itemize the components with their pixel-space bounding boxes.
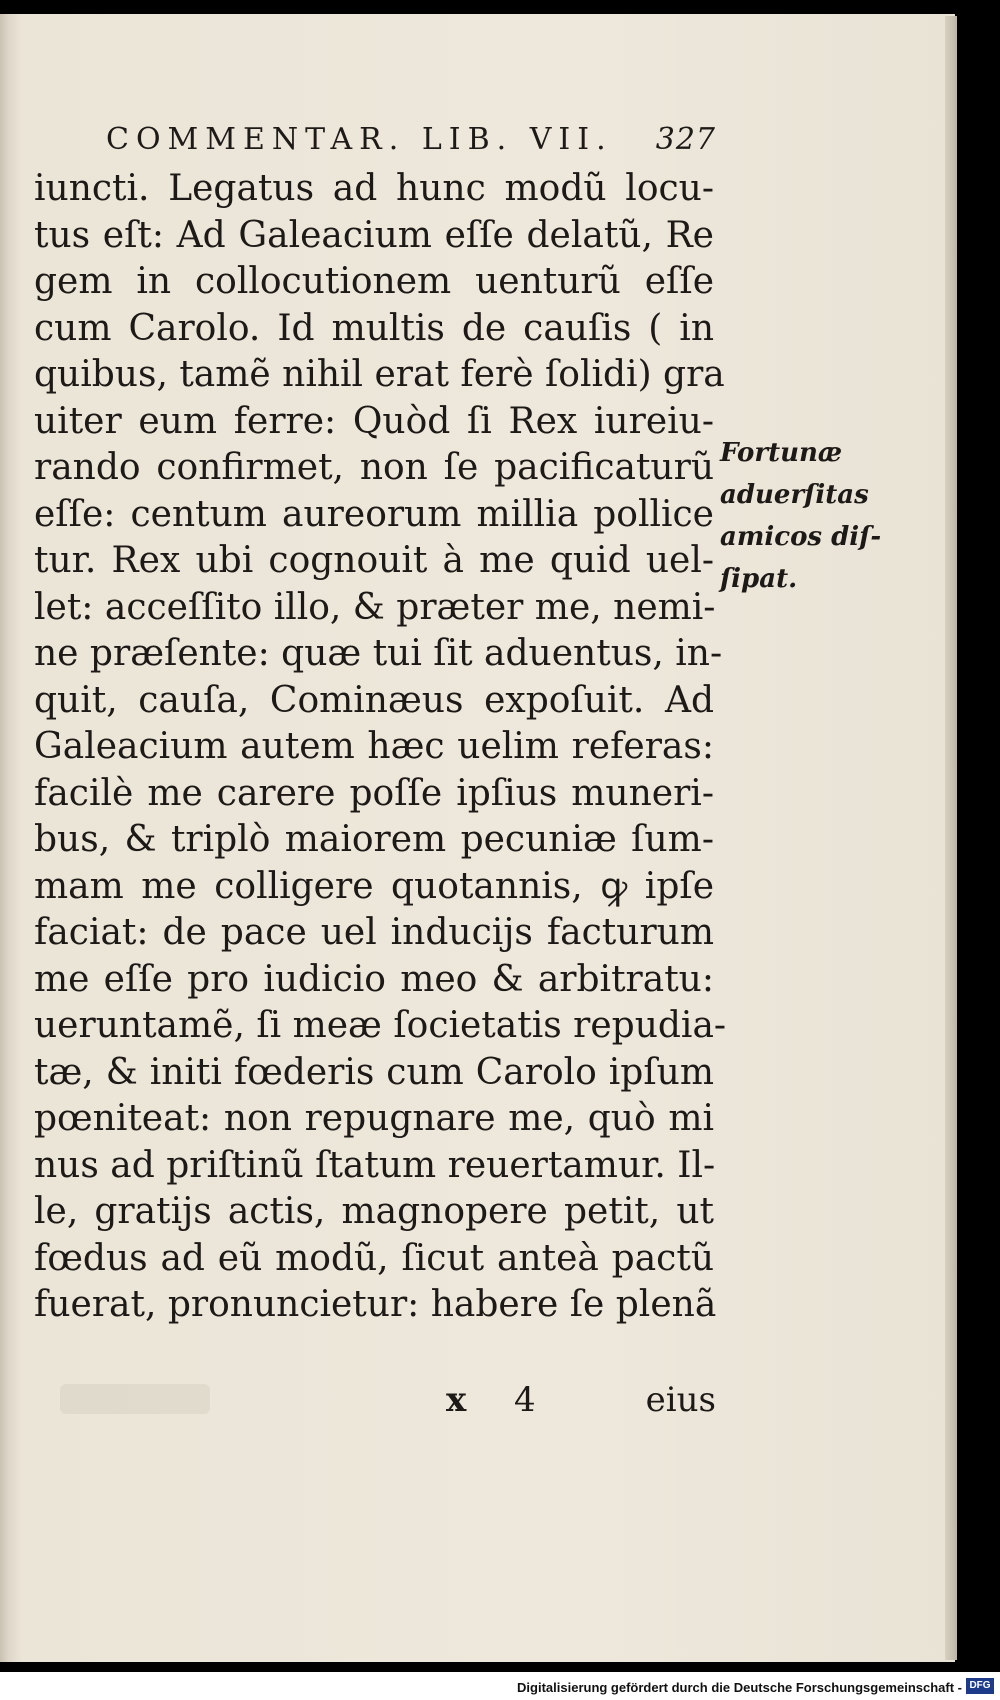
marginal-note-line: ſipat.	[720, 564, 798, 594]
text-line: Galeacium autem hæc uelim referas:	[34, 726, 714, 767]
text-line: bus, & triplò maiorem pecuniæ ſum-	[34, 819, 714, 860]
text-line: ueruntamẽ, ſi meæ ſocietatis repudia-	[34, 1005, 727, 1046]
book-page	[0, 14, 955, 1662]
text-line: facilè me carere poſſe ipſius muneri-	[34, 772, 714, 814]
running-header	[106, 122, 716, 157]
text-line: mam me colligere quotannis, ꝙ ipſe	[34, 865, 714, 907]
text-line: tus eſt: Ad Galeacium eſſe delatũ, Re	[34, 214, 714, 256]
page-edge	[945, 16, 957, 1660]
text-line: le, gratijs actis, magnopere petit, ut	[34, 1191, 714, 1232]
text-line: iuncti. Legatus ad hunc modũ locu-	[34, 168, 714, 209]
text-line: pœniteat: non repugnare me, quò mi	[34, 1098, 714, 1139]
text-line: uiter eum ferre: Quòd ſi Rex iureiu-	[34, 400, 714, 442]
text-line: quibus, tamẽ nihil erat ferè ſolidi) gra	[34, 354, 725, 395]
text-line: fuerat, pronuncietur: habere ſe plenã	[34, 1284, 717, 1325]
marginal-note-line: amicos diſ-	[720, 522, 882, 552]
footer-bar	[0, 1672, 1000, 1700]
text-line: tæ, & initi fœderis cum Carolo ipſum	[34, 1051, 714, 1093]
marginal-note	[720, 432, 880, 600]
text-line: nus ad priſtinũ ſtatum reuertamur. Il-	[34, 1144, 716, 1186]
text-line: tur. Rex ubi cognouit à me quid uel-	[34, 540, 714, 581]
dfg-logo: DFG	[966, 1678, 994, 1694]
signature-mark: x	[446, 1380, 467, 1420]
text-line: fœdus ad eũ modũ, ſicut anteà pactũ	[34, 1237, 714, 1279]
text-line: eſſe: centum aureorum millia pollice	[34, 493, 714, 535]
text-line: cum Carolo. Id multis de cauſis ( in	[34, 307, 714, 349]
ink-bleed-through	[60, 1384, 210, 1414]
text-line: quit, cauſa, Cominæus expoſuit. Ad	[34, 679, 714, 721]
text-line: ne præſente: quæ tui ſit aduentus, in-	[34, 633, 723, 674]
marginal-note-line: Fortunæ	[720, 438, 843, 468]
text-line: faciat: de pace uel inducijs facturum	[34, 912, 714, 953]
text-line: rando confirmet, non ſe pacificaturũ	[34, 447, 714, 488]
digitization-credit: Digitalisierung gefördert durch die Deutsche Forschungsgemeinschaft -	[517, 1680, 962, 1695]
text-line: let: acceſſito illo, & præter me, nemi-	[34, 586, 716, 628]
marginal-note-line: aduerſitas	[720, 480, 869, 510]
folio-number: 327	[655, 122, 716, 157]
body-text	[34, 166, 727, 1329]
running-head: COMMENTAR. LIB. VII.	[106, 122, 613, 157]
text-line: gem in collocutionem uenturũ eſſe	[34, 261, 714, 302]
signature-number: 4	[514, 1380, 536, 1420]
text-line: me eſſe pro iudicio meo & arbitratu:	[34, 958, 714, 1000]
catchword: eius	[645, 1380, 716, 1420]
